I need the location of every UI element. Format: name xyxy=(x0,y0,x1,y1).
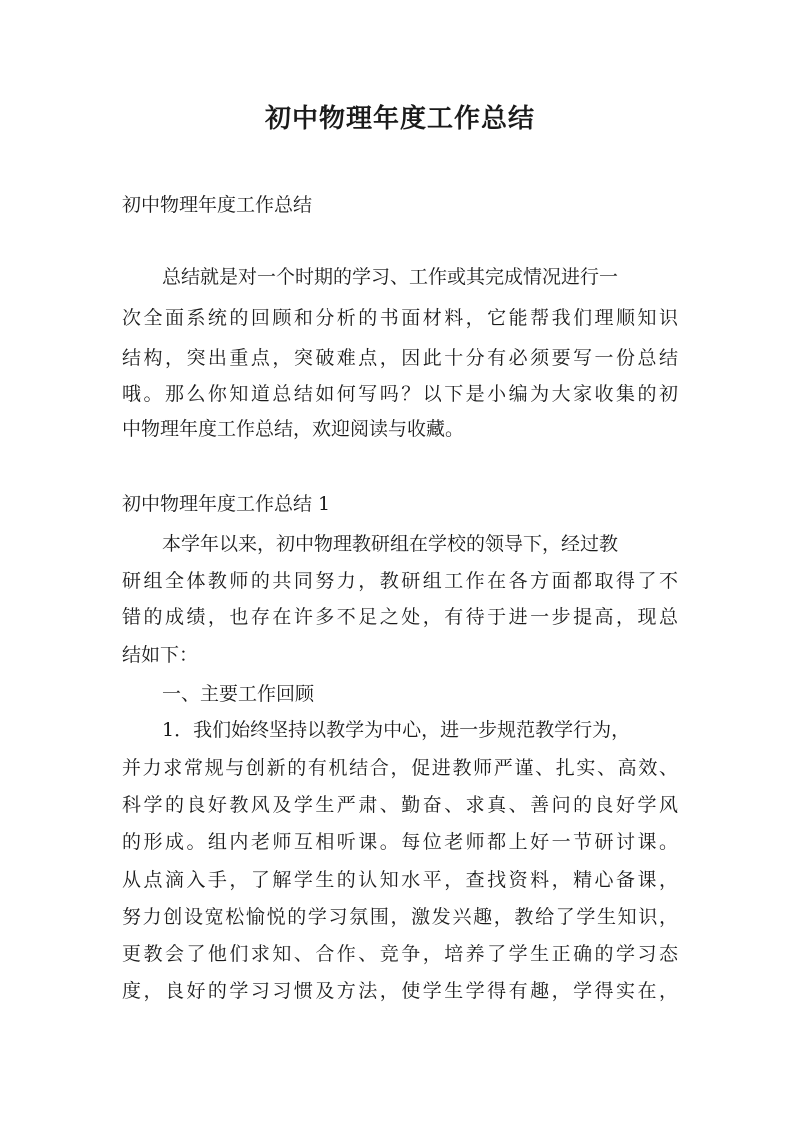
intro-line: 次全面系统的回顾和分析的书面材料，它能帮我们理顺知识 xyxy=(122,307,678,329)
section-heading: 初中物理年度工作总结 1 xyxy=(122,493,331,515)
item1-line: 更教会了他们求知、合作、竞争，培养了学生正确的学习态 xyxy=(122,943,678,965)
body-line: 研组全体教师的共同努力，教研组工作在各方面都取得了不 xyxy=(122,570,678,592)
item1-line: 1．我们始终坚持以教学为中心，进一步规范教学行为， xyxy=(162,719,631,741)
item1-line: 努力创设宽松愉悦的学习氛围，激发兴趣，教给了学生知识， xyxy=(122,906,678,928)
subheading: 一、主要工作回顾 xyxy=(162,683,315,705)
intro-line: 总结就是对一个时期的学习、工作或其完成情况进行一 xyxy=(162,266,619,288)
item1-line: 科学的良好教风及学生严肃、勤奋、求真、善问的良好学风 xyxy=(122,794,678,816)
document-title: 初中物理年度工作总结 xyxy=(264,104,535,134)
body-line: 结如下： xyxy=(122,644,199,666)
item1-line: 的形成。组内老师互相听课。每位老师都上好一节研讨课。 xyxy=(122,831,678,853)
document-subtitle: 初中物理年度工作总结 xyxy=(122,194,313,216)
item1-line: 并力求常规与创新的有机结合，促进教师严谨、扎实、高效、 xyxy=(122,757,678,779)
body-line: 本学年以来，初中物理教研组在学校的领导下，经过教 xyxy=(162,533,619,555)
intro-line: 中物理年度工作总结，欢迎阅读与收藏。 xyxy=(122,418,465,440)
intro-line: 哦。那么你知道总结如何写吗？以下是小编为大家收集的初 xyxy=(122,383,678,405)
item1-line: 从点滴入手，了解学生的认知水平，查找资料，精心备课， xyxy=(122,869,678,891)
body-line: 错的成绩，也存在许多不足之处，有待于进一步提高，现总 xyxy=(122,606,678,628)
intro-line: 结构，突出重点，突破难点，因此十分有必须要写一份总结 xyxy=(122,347,678,369)
item1-line: 度，良好的学习习惯及方法，使学生学得有趣，学得实在， xyxy=(122,980,678,1002)
